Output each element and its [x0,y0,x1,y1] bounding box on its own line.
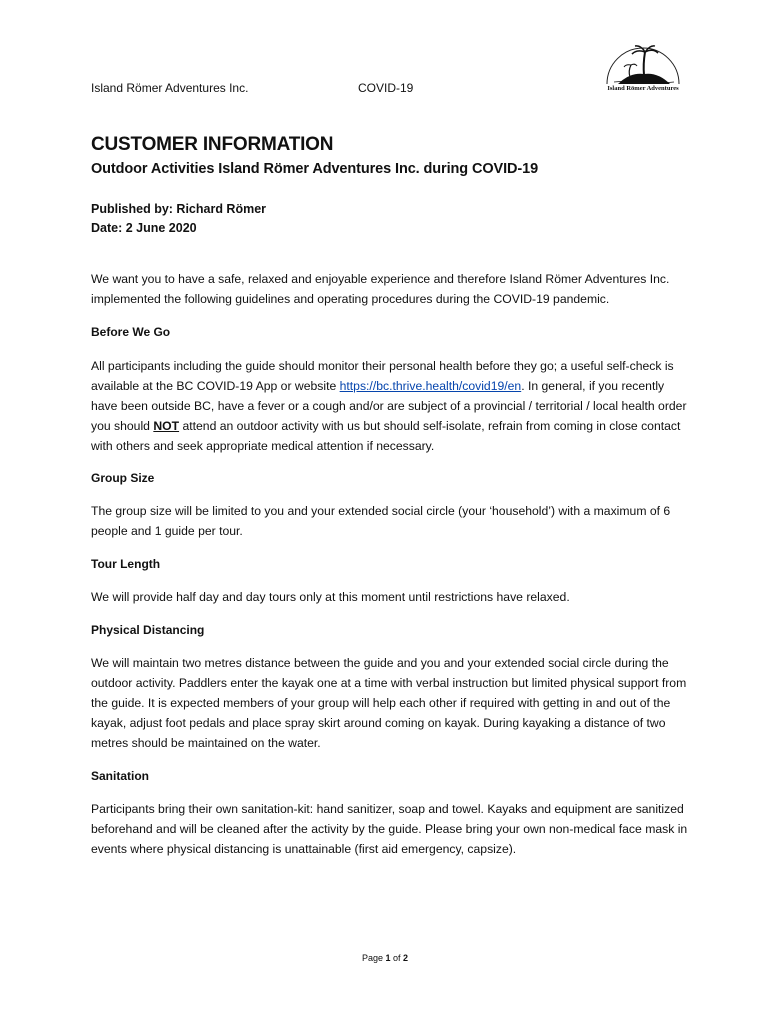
section-text-sanitation: Participants bring their own sanitation-kit: hand sanitizer, soap and towel. Kayaks and equipment are sanitized beforehand and will be cleaned after the activity by the guide. Please bring your own non-medical face mask in events where physical distancing is unattainable (first aid emergency, capsize). [91,802,688,856]
section-text-before-we-go [91,356,691,456]
page-prefix: Page [361,953,386,963]
covid-self-check-link[interactable]: https://bc.thrive.health/covid19/en [339,379,522,393]
section-heading-group-size: Group Size [91,471,155,485]
before-text-part-1: All participants including the guide should monitor their personal health before they go; a useful self-check is available at the BC COVID-19 App or website [91,359,674,393]
header-topic: COVID-19 [358,81,414,95]
section-heading-tour-length: Tour Length [91,557,161,571]
page-of: of [390,953,404,963]
section-text-tour-length: We will provide half day and day tours only at this moment until restrictions have relaxed. [91,590,570,604]
logo-caption: Island Römer Adventures [607,85,679,92]
before-text-part-2: . In general, if you recently have been outside BC, have a fever or a cough and/or are subject of a provincial / territorial / local health order you should [91,379,687,433]
company-logo [604,44,682,96]
section-text-physical-distancing: We will maintain two metres distance between the guide and you and your extended social circle during the outdoor activity. Paddlers enter the kayak one at a time with verbal instruction but limited physical support from the guide. It is expected members of your group will help each other if required with getting in and out of the kayak, adjust foot pedals and place spray skirt around coming on kayak. During kayaking a distance of two metres should be maintained on the water. [91,656,687,750]
section-heading-physical-distancing: Physical Distancing [91,623,205,637]
header-company-name: Island Römer Adventures Inc. [91,81,249,95]
section-heading-sanitation: Sanitation [91,769,150,783]
page-number [0,953,770,963]
page-current: 1 [385,953,391,963]
document-subtitle: Outdoor Activities Island Römer Adventures Inc. during COVID-19 [91,161,539,177]
page-total: 2 [403,953,409,963]
section-text-group-size: The group size will be limited to you and your extended social circle (your ‘household’) with a maximum of 6 people and 1 guide per tour. [91,504,671,538]
palm-island-logo-icon [604,44,682,86]
before-text-part-3: attend an outdoor activity with us but should self-isolate, refrain from coming in close contact with others and seek appropriate medical attention if necessary. [91,419,681,453]
emphasis-not: NOT [153,419,180,433]
document-title: CUSTOMER INFORMATION [91,134,334,155]
published-by: Published by: Richard Römer [91,202,267,216]
publish-date: Date: 2 June 2020 [91,221,197,235]
section-heading-before-we-go: Before We Go [91,325,171,339]
intro-paragraph: We want you to have a safe, relaxed and enjoyable experience and therefore Island Römer Adventures Inc. implemented the following guidelines and operating procedures during the COVID-19 pandemic. [91,272,670,306]
